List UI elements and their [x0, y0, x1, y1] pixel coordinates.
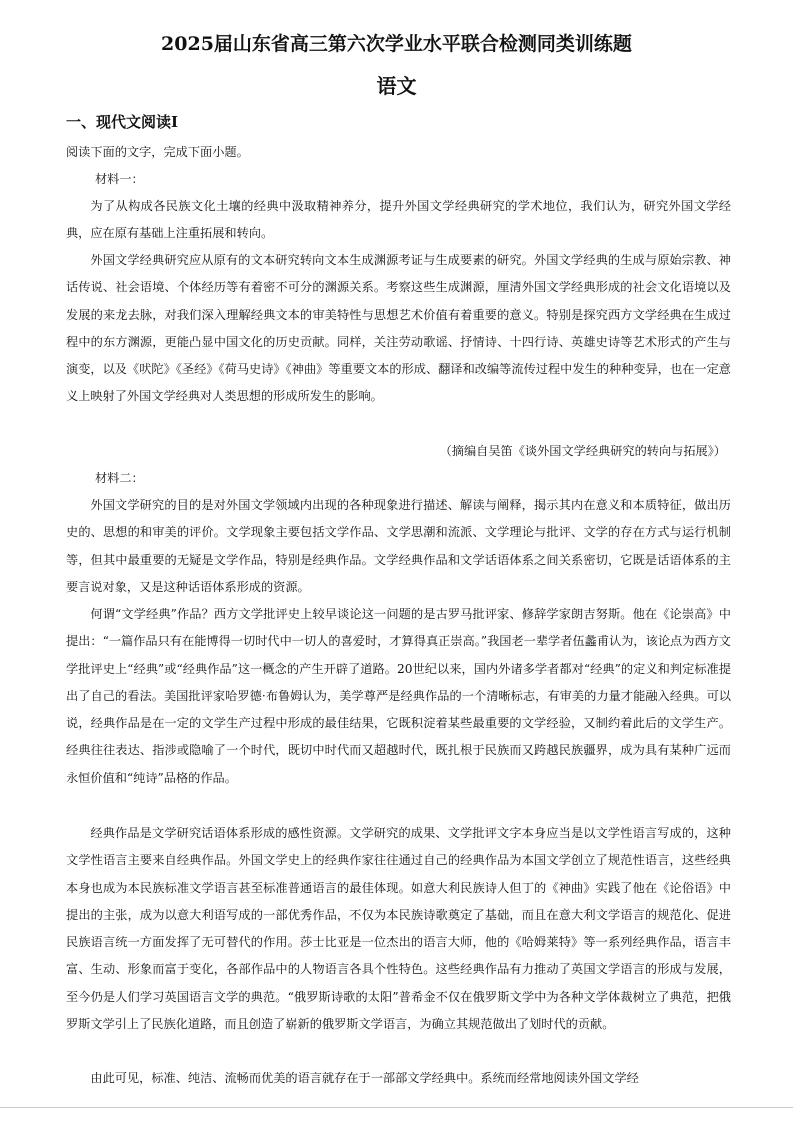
material-1-paragraph-1: 为了从构成各民族文化土壤的经典中汲取精神养分，提升外国文学经典研究的学术地位，我们认为，研究外国文学经典，应在原有基础上注重拓展和转向。 — [66, 199, 731, 241]
material-2-paragraph-2: 何谓“文学经典”作品？西方文学批评史上较早谈论这一问题的是古罗马批评家、修辞学家朗吉努斯。他在《论崇高》中提出：“一篇作品只有在能博得一切时代中一切人的喜爱时，才算得真正崇高。”我国老一辈学者伍蠡甫认为，该论点为西方文学批评史上“经典”或“经典作品”这一概念的产生开辟了道路。20世纪以来，国内外诸多学者都对“经典”的定义和判定标准提出了自己的看法。美国批评家哈罗德·布鲁姆认为，美学尊严是经典作品的一个清晰标志，有审美的力量才能融入经典。可以说，经典作品是在一定的文学生产过程中形成的最佳结果，它既积淀着某些最重要的文学经验，又制约着此后的文学生产。经典往往表达、指涉或隐喻了一个时代，既切中时代而又超越时代，既扎根于民族而又跨越民族疆界，成为具有某种广远而永恒价值和“纯诗”品格的作品。 — [66, 607, 731, 785]
document-title: 2025届山东省高三第六次学业水平联合检测同类训练题 — [161, 33, 632, 55]
material-1-source: （摘编自吴笛《谈外国文学经典研究的转向与拓展》） — [439, 444, 726, 458]
material-2-label: 材料二： — [95, 471, 144, 485]
material-2-paragraph-1: 外国文学研究的目的是对外国文学领域内出现的各种现象进行描述、解读与阐释，揭示其内在意义和本质特征，做出历史的、思想的和审美的评价。文学现象主要包括文学作品、文学思潮和流派、文学理论与批评、文学的存在方式与运行机制等，但其中最重要的无疑是文学作品，特别是经典作品。文学经典作品和文学话语体系之间关系密切，它既是话语体系的主要言说对象，又是这种话语体系形成的资源。 — [66, 498, 731, 594]
material-2-paragraph-4: 由此可见，标准、纯洁、流畅而优美的语言就存在于一部部文学经典中。系统而经常地阅读外国文学经 — [90, 1071, 639, 1085]
subject-title: 语文 — [376, 74, 417, 98]
material-1-label: 材料一： — [95, 172, 144, 186]
material-2-paragraph-3: 经典作品是文学研究话语体系形成的感性资源。文学研究的成果、文学批评文字本身应当是以文学性语言写成的，这种文学性语言主要来自经典作品。外国文学史上的经典作家往往通过自己的经典作品为本国文学创立了规范性语言，这些经典本身也成为本民族标准文学语言甚至标准普通语言的最佳体现。如意大利民族诗人但丁的《神曲》实践了他在《论俗语》中提出的主张，成为以意大利语写成的一部优秀作品，不仅为本民族诗歌奠定了基础，而且在意大利文学语言的规范化、促进民族语言统一方面发挥了无可替代的作用。莎士比亚是一位杰出的语言大师，他的《哈姆莱特》等一系列经典作品，语言丰富、生动、形象而富于变化，各部作品中的人物语言各具个性特色。这些经典作品有力推动了英国文学语言的形成与发展，至今仍是人们学习英国语言文学的典范。“俄罗斯诗歌的太阳”普希金不仅在俄罗斯文学中为各种文学体裁树立了典范，把俄罗斯文学引上了民族化道路，而且创造了崭新的俄罗斯文学语言，为确立其规范做出了划时代的贡献。 — [66, 826, 731, 1032]
section-heading: 一、现代文阅读Ⅰ — [66, 113, 179, 131]
reading-instruction: 阅读下面的文字，完成下面小题。 — [66, 145, 249, 159]
page-bottom-divider — [0, 1107, 793, 1108]
material-1-paragraph-2: 外国文学经典研究应从原有的文本研究转向文本生成渊源考证与生成要素的研究。外国文学经典的生成与原始宗教、神话传说、社会语境、个体经历等有着密不可分的渊源关系。考察这些生成渊源，厘清外国文学经典形成的社会文化语境以及发展的来龙去脉，对我们深入理解经典文本的审美特性与思想艺术价值有着重要的意义。特别是探究西方文学经典在生成过程中的东方渊源，更能凸显中国文化的历史贡献。同样，关注劳动歌谣、抒情诗、十四行诗、英雄史诗等艺术形式的产生与演变，以及《吠陀》《圣经》《荷马史诗》《神曲》等重要文本的形成、翻译和改编等流传过程中发生的种种变异，也在一定意义上映射了外国文学经典对人类思想的形成所发生的影响。 — [66, 253, 731, 404]
